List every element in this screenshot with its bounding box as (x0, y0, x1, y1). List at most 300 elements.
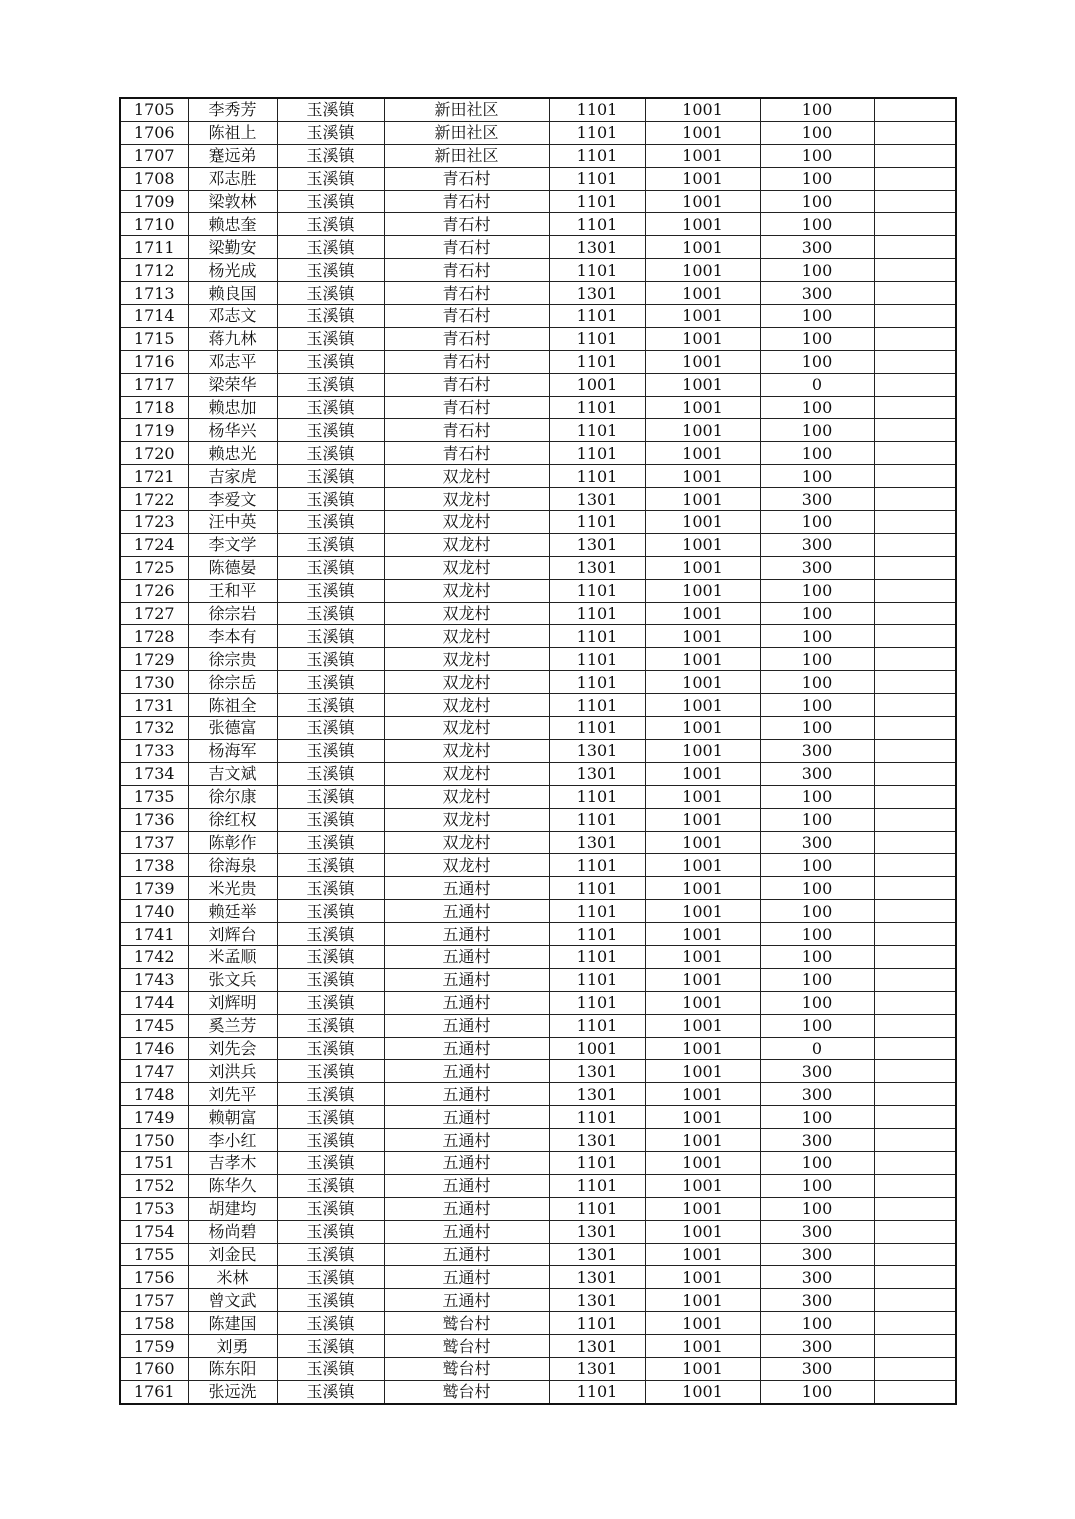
cell-amount: 300 (760, 1083, 874, 1106)
cell-code-a: 1101 (549, 991, 645, 1014)
cell-serial: 1740 (120, 900, 188, 923)
cell-town: 玉溪镇 (277, 259, 384, 282)
cell-town: 玉溪镇 (277, 1106, 384, 1129)
cell-note (874, 1083, 956, 1106)
cell-name: 杨光成 (188, 259, 277, 282)
cell-town: 玉溪镇 (277, 739, 384, 762)
cell-amount: 100 (760, 785, 874, 808)
table-row (120, 602, 956, 625)
cell-village: 青石村 (384, 282, 549, 305)
cell-village: 五通村 (384, 1197, 549, 1220)
table-row (120, 1014, 956, 1037)
cell-code-a: 1101 (549, 327, 645, 350)
cell-serial: 1717 (120, 373, 188, 396)
cell-serial: 1720 (120, 442, 188, 465)
cell-village: 鹫台村 (384, 1335, 549, 1358)
cell-code-a: 1101 (549, 511, 645, 534)
cell-amount: 100 (760, 190, 874, 213)
table-row (120, 900, 956, 923)
cell-note (874, 121, 956, 144)
cell-note (874, 350, 956, 373)
cell-amount: 300 (760, 1220, 874, 1243)
cell-amount: 100 (760, 396, 874, 419)
cell-name: 汪中英 (188, 511, 277, 534)
cell-amount: 300 (760, 1357, 874, 1380)
table-row (120, 671, 956, 694)
cell-village: 五通村 (384, 1037, 549, 1060)
cell-amount: 0 (760, 1037, 874, 1060)
cell-amount: 300 (760, 762, 874, 785)
table-row (120, 1357, 956, 1380)
cell-name: 邓志胜 (188, 167, 277, 190)
table-row (120, 717, 956, 740)
cell-code-b: 1001 (645, 465, 760, 488)
cell-name: 胡建均 (188, 1197, 277, 1220)
table-row (120, 327, 956, 350)
cell-amount: 100 (760, 923, 874, 946)
cell-name: 吉文斌 (188, 762, 277, 785)
cell-name: 徐红权 (188, 808, 277, 831)
cell-note (874, 900, 956, 923)
cell-serial: 1705 (120, 98, 188, 121)
cell-amount: 300 (760, 831, 874, 854)
cell-note (874, 717, 956, 740)
cell-note (874, 1106, 956, 1129)
cell-note (874, 1266, 956, 1289)
cell-code-b: 1001 (645, 488, 760, 511)
cell-town: 玉溪镇 (277, 579, 384, 602)
cell-town: 玉溪镇 (277, 465, 384, 488)
cell-code-b: 1001 (645, 98, 760, 121)
table-row (120, 373, 956, 396)
table-row (120, 1037, 956, 1060)
cell-name: 赖廷举 (188, 900, 277, 923)
cell-town: 玉溪镇 (277, 1312, 384, 1335)
cell-village: 双龙村 (384, 465, 549, 488)
cell-village: 新田社区 (384, 121, 549, 144)
cell-note (874, 373, 956, 396)
table-row (120, 350, 956, 373)
cell-village: 双龙村 (384, 556, 549, 579)
cell-town: 玉溪镇 (277, 1060, 384, 1083)
cell-code-a: 1301 (549, 1243, 645, 1266)
cell-note (874, 808, 956, 831)
cell-name: 蹇远弟 (188, 144, 277, 167)
cell-town: 玉溪镇 (277, 808, 384, 831)
cell-town: 玉溪镇 (277, 121, 384, 144)
cell-code-b: 1001 (645, 854, 760, 877)
table-row (120, 831, 956, 854)
cell-village: 五通村 (384, 1174, 549, 1197)
table-row (120, 945, 956, 968)
cell-serial: 1721 (120, 465, 188, 488)
table-row (120, 259, 956, 282)
cell-code-b: 1001 (645, 1266, 760, 1289)
cell-amount: 300 (760, 488, 874, 511)
cell-amount: 300 (760, 556, 874, 579)
cell-town: 玉溪镇 (277, 511, 384, 534)
cell-amount: 100 (760, 305, 874, 328)
cell-village: 青石村 (384, 167, 549, 190)
cell-code-b: 1001 (645, 1106, 760, 1129)
cell-serial: 1756 (120, 1266, 188, 1289)
cell-serial: 1755 (120, 1243, 188, 1266)
cell-code-a: 1101 (549, 144, 645, 167)
cell-name: 陈建国 (188, 1312, 277, 1335)
cell-village: 五通村 (384, 1129, 549, 1152)
table-row (120, 1243, 956, 1266)
cell-code-a: 1101 (549, 1380, 645, 1403)
cell-note (874, 533, 956, 556)
cell-name: 陈华久 (188, 1174, 277, 1197)
cell-code-a: 1101 (549, 1014, 645, 1037)
cell-village: 五通村 (384, 968, 549, 991)
cell-note (874, 396, 956, 419)
cell-note (874, 945, 956, 968)
cell-code-a: 1101 (549, 923, 645, 946)
cell-code-b: 1001 (645, 350, 760, 373)
cell-name: 奚兰芳 (188, 1014, 277, 1037)
cell-town: 玉溪镇 (277, 350, 384, 373)
cell-code-a: 1301 (549, 236, 645, 259)
table-row (120, 488, 956, 511)
cell-code-a: 1101 (549, 877, 645, 900)
cell-amount: 100 (760, 717, 874, 740)
data-table (119, 97, 957, 1405)
cell-town: 玉溪镇 (277, 396, 384, 419)
cell-note (874, 305, 956, 328)
cell-serial: 1719 (120, 419, 188, 442)
cell-code-a: 1101 (549, 968, 645, 991)
table-row (120, 739, 956, 762)
cell-amount: 300 (760, 282, 874, 305)
cell-serial: 1714 (120, 305, 188, 328)
cell-village: 青石村 (384, 442, 549, 465)
cell-town: 玉溪镇 (277, 1220, 384, 1243)
cell-town: 玉溪镇 (277, 98, 384, 121)
cell-town: 玉溪镇 (277, 1380, 384, 1403)
cell-name: 吉家虎 (188, 465, 277, 488)
cell-serial: 1716 (120, 350, 188, 373)
cell-note (874, 511, 956, 534)
cell-code-a: 1101 (549, 1106, 645, 1129)
cell-name: 李秀芳 (188, 98, 277, 121)
cell-town: 玉溪镇 (277, 717, 384, 740)
cell-note (874, 465, 956, 488)
cell-serial: 1752 (120, 1174, 188, 1197)
cell-note (874, 1312, 956, 1335)
cell-town: 玉溪镇 (277, 1335, 384, 1358)
cell-note (874, 419, 956, 442)
cell-code-b: 1001 (645, 785, 760, 808)
cell-name: 张文兵 (188, 968, 277, 991)
cell-code-b: 1001 (645, 167, 760, 190)
cell-name: 邓志文 (188, 305, 277, 328)
cell-village: 双龙村 (384, 648, 549, 671)
cell-note (874, 1220, 956, 1243)
cell-note (874, 1174, 956, 1197)
cell-town: 玉溪镇 (277, 1289, 384, 1312)
cell-note (874, 98, 956, 121)
cell-note (874, 144, 956, 167)
cell-town: 玉溪镇 (277, 236, 384, 259)
cell-note (874, 762, 956, 785)
cell-code-a: 1001 (549, 1037, 645, 1060)
cell-serial: 1754 (120, 1220, 188, 1243)
cell-town: 玉溪镇 (277, 831, 384, 854)
cell-village: 青石村 (384, 190, 549, 213)
cell-serial: 1746 (120, 1037, 188, 1060)
cell-note (874, 1243, 956, 1266)
cell-note (874, 991, 956, 1014)
cell-name: 陈祖全 (188, 694, 277, 717)
cell-name: 吉孝木 (188, 1151, 277, 1174)
table-row (120, 694, 956, 717)
cell-name: 刘洪兵 (188, 1060, 277, 1083)
cell-code-b: 1001 (645, 1174, 760, 1197)
table-row (120, 579, 956, 602)
cell-village: 双龙村 (384, 854, 549, 877)
cell-village: 五通村 (384, 900, 549, 923)
cell-village: 鹫台村 (384, 1312, 549, 1335)
cell-town: 玉溪镇 (277, 1266, 384, 1289)
cell-town: 玉溪镇 (277, 877, 384, 900)
cell-town: 玉溪镇 (277, 442, 384, 465)
table-row (120, 1312, 956, 1335)
cell-code-b: 1001 (645, 373, 760, 396)
cell-village: 双龙村 (384, 488, 549, 511)
cell-code-a: 1301 (549, 1357, 645, 1380)
cell-code-b: 1001 (645, 327, 760, 350)
cell-code-b: 1001 (645, 1037, 760, 1060)
table-row (120, 1129, 956, 1152)
cell-note (874, 282, 956, 305)
cell-code-a: 1101 (549, 442, 645, 465)
cell-note (874, 1289, 956, 1312)
cell-town: 玉溪镇 (277, 305, 384, 328)
cell-name: 李小红 (188, 1129, 277, 1152)
cell-village: 新田社区 (384, 144, 549, 167)
cell-code-a: 1301 (549, 1060, 645, 1083)
cell-name: 张远洗 (188, 1380, 277, 1403)
cell-town: 玉溪镇 (277, 1129, 384, 1152)
cell-code-b: 1001 (645, 282, 760, 305)
cell-amount: 100 (760, 671, 874, 694)
cell-town: 玉溪镇 (277, 923, 384, 946)
table-row (120, 1380, 956, 1403)
table-row (120, 1335, 956, 1358)
cell-name: 徐海泉 (188, 854, 277, 877)
cell-code-b: 1001 (645, 968, 760, 991)
cell-code-b: 1001 (645, 1060, 760, 1083)
cell-town: 玉溪镇 (277, 556, 384, 579)
cell-serial: 1742 (120, 945, 188, 968)
cell-code-a: 1301 (549, 831, 645, 854)
cell-code-b: 1001 (645, 1197, 760, 1220)
cell-code-a: 1101 (549, 1197, 645, 1220)
cell-code-a: 1101 (549, 465, 645, 488)
cell-amount: 100 (760, 144, 874, 167)
cell-name: 杨尚碧 (188, 1220, 277, 1243)
cell-village: 青石村 (384, 213, 549, 236)
cell-code-a: 1101 (549, 350, 645, 373)
table-row (120, 236, 956, 259)
cell-amount: 100 (760, 1380, 874, 1403)
cell-note (874, 739, 956, 762)
cell-note (874, 602, 956, 625)
table-row (120, 991, 956, 1014)
cell-village: 五通村 (384, 877, 549, 900)
cell-village: 双龙村 (384, 739, 549, 762)
cell-serial: 1758 (120, 1312, 188, 1335)
cell-code-a: 1101 (549, 167, 645, 190)
cell-code-b: 1001 (645, 1014, 760, 1037)
cell-name: 曾文武 (188, 1289, 277, 1312)
cell-serial: 1744 (120, 991, 188, 1014)
cell-code-a: 1101 (549, 602, 645, 625)
cell-code-b: 1001 (645, 1083, 760, 1106)
cell-code-a: 1301 (549, 1266, 645, 1289)
cell-amount: 100 (760, 900, 874, 923)
table-row (120, 1174, 956, 1197)
cell-serial: 1710 (120, 213, 188, 236)
cell-town: 玉溪镇 (277, 785, 384, 808)
cell-name: 米林 (188, 1266, 277, 1289)
cell-note (874, 442, 956, 465)
cell-town: 玉溪镇 (277, 1083, 384, 1106)
cell-village: 双龙村 (384, 533, 549, 556)
cell-serial: 1760 (120, 1357, 188, 1380)
cell-code-b: 1001 (645, 442, 760, 465)
cell-code-a: 1101 (549, 419, 645, 442)
cell-amount: 100 (760, 1151, 874, 1174)
cell-code-b: 1001 (645, 671, 760, 694)
cell-name: 蒋九林 (188, 327, 277, 350)
cell-village: 青石村 (384, 305, 549, 328)
cell-code-a: 1101 (549, 671, 645, 694)
cell-note (874, 968, 956, 991)
cell-note (874, 1060, 956, 1083)
cell-note (874, 213, 956, 236)
cell-amount: 100 (760, 991, 874, 1014)
cell-code-b: 1001 (645, 190, 760, 213)
cell-serial: 1747 (120, 1060, 188, 1083)
cell-note (874, 1197, 956, 1220)
cell-town: 玉溪镇 (277, 1037, 384, 1060)
cell-serial: 1753 (120, 1197, 188, 1220)
cell-village: 五通村 (384, 945, 549, 968)
cell-amount: 100 (760, 854, 874, 877)
cell-village: 新田社区 (384, 98, 549, 121)
cell-name: 邓志平 (188, 350, 277, 373)
cell-amount: 100 (760, 1106, 874, 1129)
cell-serial: 1725 (120, 556, 188, 579)
cell-code-a: 1101 (549, 1174, 645, 1197)
cell-amount: 100 (760, 1197, 874, 1220)
cell-serial: 1748 (120, 1083, 188, 1106)
cell-code-b: 1001 (645, 396, 760, 419)
cell-code-b: 1001 (645, 991, 760, 1014)
cell-code-a: 1101 (549, 648, 645, 671)
table-row (120, 1106, 956, 1129)
table-row (120, 190, 956, 213)
cell-village: 青石村 (384, 327, 549, 350)
cell-serial: 1729 (120, 648, 188, 671)
cell-serial: 1722 (120, 488, 188, 511)
cell-code-b: 1001 (645, 923, 760, 946)
cell-village: 五通村 (384, 1083, 549, 1106)
cell-amount: 100 (760, 808, 874, 831)
cell-serial: 1711 (120, 236, 188, 259)
cell-code-b: 1001 (645, 1289, 760, 1312)
cell-village: 五通村 (384, 1106, 549, 1129)
table-row (120, 1083, 956, 1106)
cell-serial: 1743 (120, 968, 188, 991)
cell-code-a: 1301 (549, 739, 645, 762)
cell-name: 赖良国 (188, 282, 277, 305)
cell-village: 双龙村 (384, 762, 549, 785)
cell-name: 刘先平 (188, 1083, 277, 1106)
table-body (120, 98, 956, 1404)
table-row (120, 282, 956, 305)
cell-code-b: 1001 (645, 121, 760, 144)
table-row (120, 305, 956, 328)
cell-name: 赖朝富 (188, 1106, 277, 1129)
cell-name: 张德富 (188, 717, 277, 740)
table-row (120, 442, 956, 465)
table-row (120, 556, 956, 579)
cell-code-b: 1001 (645, 808, 760, 831)
table-row (120, 762, 956, 785)
table-row (120, 1197, 956, 1220)
cell-town: 玉溪镇 (277, 488, 384, 511)
cell-code-a: 1101 (549, 579, 645, 602)
cell-code-b: 1001 (645, 1380, 760, 1403)
cell-serial: 1712 (120, 259, 188, 282)
cell-serial: 1724 (120, 533, 188, 556)
cell-name: 陈德晏 (188, 556, 277, 579)
cell-name: 赖忠加 (188, 396, 277, 419)
cell-code-b: 1001 (645, 1220, 760, 1243)
cell-serial: 1734 (120, 762, 188, 785)
cell-name: 梁荣华 (188, 373, 277, 396)
cell-note (874, 1335, 956, 1358)
cell-amount: 100 (760, 968, 874, 991)
cell-code-b: 1001 (645, 556, 760, 579)
cell-code-b: 1001 (645, 1357, 760, 1380)
cell-serial: 1731 (120, 694, 188, 717)
cell-amount: 300 (760, 533, 874, 556)
cell-code-a: 1101 (549, 98, 645, 121)
cell-amount: 300 (760, 1243, 874, 1266)
cell-amount: 100 (760, 350, 874, 373)
cell-village: 青石村 (384, 350, 549, 373)
cell-note (874, 625, 956, 648)
cell-code-b: 1001 (645, 900, 760, 923)
cell-name: 梁勤安 (188, 236, 277, 259)
cell-town: 玉溪镇 (277, 167, 384, 190)
cell-code-a: 1301 (549, 488, 645, 511)
cell-amount: 100 (760, 1014, 874, 1037)
cell-amount: 0 (760, 373, 874, 396)
cell-note (874, 648, 956, 671)
cell-amount: 100 (760, 877, 874, 900)
table-row (120, 648, 956, 671)
cell-name: 徐宗岩 (188, 602, 277, 625)
cell-name: 王和平 (188, 579, 277, 602)
cell-name: 米孟顺 (188, 945, 277, 968)
cell-code-a: 1101 (549, 945, 645, 968)
